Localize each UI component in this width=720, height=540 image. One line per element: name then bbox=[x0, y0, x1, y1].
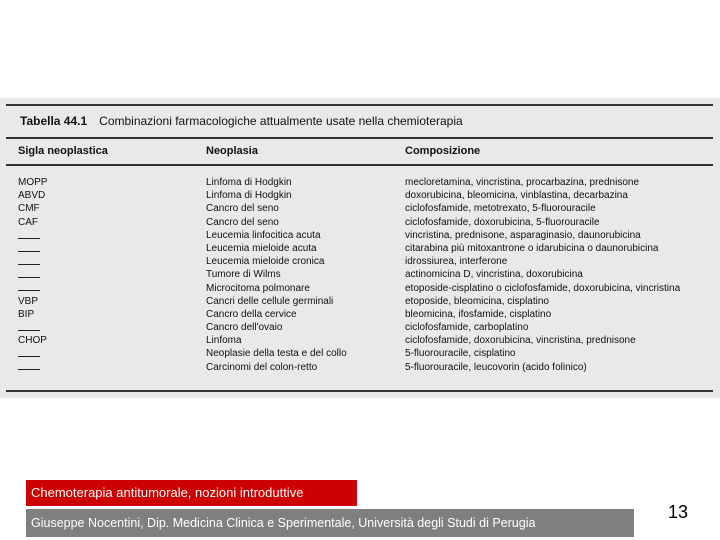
cell-composizione: ciclofosfamide, carboplatino bbox=[405, 322, 529, 334]
table-title: Combinazioni farmacologiche attualmente usate nella chemioterapia bbox=[99, 114, 463, 128]
table-row bbox=[0, 229, 720, 242]
empty-sigla-dash bbox=[18, 369, 40, 370]
cell-composizione: ciclofosfamide, doxorubicina, 5-fluorouracile bbox=[405, 216, 600, 228]
table-row bbox=[0, 361, 720, 374]
cell-neoplasia: Linfoma di Hodgkin bbox=[206, 177, 292, 188]
footer-author: Giuseppe Nocentini, Dip. Medicina Clinica e Sperimentale, Università degli Studi di Perugia bbox=[26, 509, 634, 537]
col-header-sigla: Sigla neoplastica bbox=[18, 145, 108, 157]
table-row bbox=[0, 295, 720, 308]
cell-composizione: bleomicina, ifosfamide, cisplatino bbox=[405, 308, 552, 320]
cell-sigla: CMF bbox=[18, 203, 40, 215]
cell-sigla: ABVD bbox=[18, 190, 46, 202]
cell-composizione: 5-fluorouracile, leucovorin (acido folinico) bbox=[405, 361, 587, 373]
table-row bbox=[0, 176, 720, 189]
cell-sigla: BIP bbox=[18, 308, 35, 320]
page-number: 13 bbox=[667, 502, 689, 522]
cell-composizione: etoposide, bleomicina, cisplatino bbox=[405, 295, 549, 307]
empty-sigla-dash bbox=[18, 277, 40, 278]
cell-neoplasia: Microcitoma polmonare bbox=[206, 282, 310, 294]
cell-neoplasia: Cancro del seno bbox=[206, 203, 279, 215]
table-row bbox=[0, 189, 720, 202]
col-header-neoplasia: Neoplasia bbox=[206, 145, 258, 157]
table-row bbox=[0, 268, 720, 281]
cell-neoplasia: Linfoma bbox=[206, 335, 242, 347]
table-row bbox=[0, 216, 720, 229]
cell-composizione: citarabina più mitoxantrone o idarubicina o daunorubicina bbox=[405, 242, 659, 254]
header-rule-bottom bbox=[6, 164, 713, 166]
cell-sigla bbox=[18, 321, 40, 334]
cell-neoplasia: Neoplasie della testa e del collo bbox=[206, 348, 347, 360]
cell-sigla bbox=[18, 282, 40, 295]
cell-neoplasia: Leucemia mieloide acuta bbox=[206, 242, 317, 254]
cell-neoplasia: Cancri delle cellule germinali bbox=[206, 295, 334, 307]
empty-sigla-dash bbox=[18, 290, 40, 291]
cell-sigla bbox=[18, 242, 40, 255]
cell-sigla bbox=[18, 347, 40, 360]
cell-composizione: actinomicina D, vincristina, doxorubicina bbox=[405, 269, 583, 281]
cell-sigla bbox=[18, 268, 40, 281]
empty-sigla-dash bbox=[18, 264, 40, 265]
cell-sigla bbox=[18, 229, 40, 242]
cell-neoplasia: Carcinomi del colon-retto bbox=[206, 361, 318, 373]
col-header-composizione: Composizione bbox=[405, 145, 481, 157]
cell-composizione: idrossiurea, interferone bbox=[405, 256, 508, 268]
cell-neoplasia: Cancro della cervice bbox=[206, 308, 297, 320]
cell-composizione: etoposide-cisplatino o ciclofosfamide, doxorubicina, vincristina bbox=[405, 282, 681, 294]
header-rule-top bbox=[6, 137, 713, 139]
table-row bbox=[0, 282, 720, 295]
cell-composizione: doxorubicina, bleomicina, vinblastina, decarbazina bbox=[405, 190, 628, 202]
empty-sigla-dash bbox=[18, 356, 40, 357]
cell-sigla: CHOP bbox=[18, 335, 47, 347]
cell-neoplasia: Leucemia mieloide cronica bbox=[206, 256, 325, 268]
cell-composizione: ciclofosfamide, metotrexato, 5-fluorouracile bbox=[405, 203, 596, 215]
cell-neoplasia: Leucemia linfocitica acuta bbox=[206, 229, 321, 241]
cell-sigla: CAF bbox=[18, 216, 38, 228]
table-row bbox=[0, 334, 720, 347]
cell-composizione: vincristina, prednisone, asparaginasio, daunorubicina bbox=[405, 229, 641, 241]
cell-composizione: mecloretamina, vincristina, procarbazina, prednisone bbox=[405, 177, 640, 188]
cell-composizione: 5-fluorouracile, cisplatino bbox=[405, 348, 516, 360]
cell-neoplasia: Tumore di Wilms bbox=[206, 269, 281, 281]
cell-sigla: MOPP bbox=[18, 177, 48, 188]
footer-title: Chemoterapia antitumorale, nozioni introduttive bbox=[26, 480, 357, 506]
cell-sigla bbox=[18, 361, 40, 374]
table-row bbox=[0, 242, 720, 255]
table-body bbox=[0, 176, 720, 374]
table-caption bbox=[20, 114, 463, 128]
cell-sigla bbox=[18, 255, 40, 268]
table-row bbox=[0, 202, 720, 215]
table-number: Tabella 44.1 bbox=[20, 114, 88, 128]
cell-neoplasia: Cancro del seno bbox=[206, 216, 279, 228]
cell-neoplasia: Cancro dell'ovaio bbox=[206, 322, 283, 334]
empty-sigla-dash bbox=[18, 330, 40, 331]
table-row bbox=[0, 321, 720, 334]
empty-sigla-dash bbox=[18, 238, 40, 239]
cell-sigla: VBP bbox=[18, 295, 39, 307]
table-row bbox=[0, 347, 720, 360]
table-row bbox=[0, 308, 720, 321]
cell-composizione: ciclofosfamide, doxorubicina, vincristina, prednisone bbox=[405, 335, 636, 347]
cell-neoplasia: Linfoma di Hodgkin bbox=[206, 190, 292, 202]
table-row bbox=[0, 255, 720, 268]
empty-sigla-dash bbox=[18, 251, 40, 252]
